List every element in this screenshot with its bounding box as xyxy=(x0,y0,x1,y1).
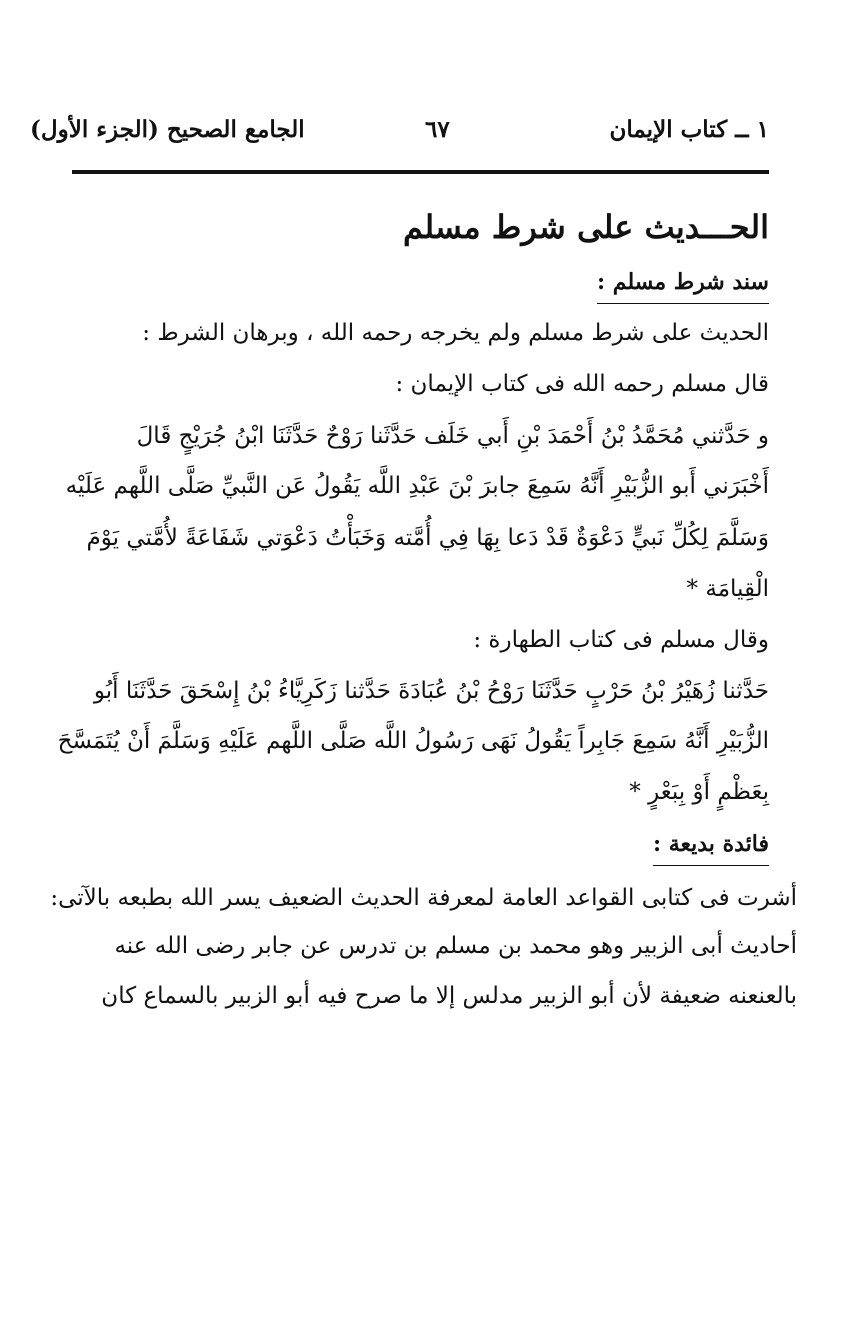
hadith1-line: وَسَلَّمَ لِكُلِّ نَبيٍّ دَعْوَةٌ قَدْ دَعا بِهَا فِي أُمَّته وَخَبَأْتُ دَعْوَتي شَفَاعَةً لأُمَّتي يَوْمَ xyxy=(86,525,769,551)
benefit-heading xyxy=(653,827,769,866)
sanad-heading-text: سند شرط مسلم : xyxy=(597,265,769,304)
hadith1-line: أَخْبَرَني أَبو الزُّبَيْرِ أَنَّهُ سَمِعَ جابرَ بْنَ عَبْدِ اللَّه يَقُولُ عَن النَّبيِّ صَلَّى اللَّهم عَلَيْه xyxy=(65,473,769,499)
hadith2-line: الزُّبَيْرِ أَنَّهُ سَمِعَ جَابِراً يَقُولُ نَهَى رَسُولُ اللَّه صَلَّى اللَّهم عَلَيْهِ وَسَلَّمَ أَنْ يُتَمَسَّحَ xyxy=(57,728,769,754)
running-header-chapter: ١ ــ كتاب الإيمان xyxy=(609,116,769,143)
quote1-intro: قال مسلم رحمه الله فى كتاب الإيمان : xyxy=(395,371,769,397)
section-title: الحـــديث على شرط مسلم xyxy=(403,208,769,246)
page-number: ٦٧ xyxy=(425,116,450,143)
benefit-heading-text: فائدة بديعة : xyxy=(653,827,769,866)
benefit-line: أحاديث أبى الزبير وهو محمد بن مسلم بن تدرس عن جابر رضى الله عنه xyxy=(114,933,797,959)
sanad-heading xyxy=(597,265,769,304)
intro-line: الحديث على شرط مسلم ولم يخرجه رحمه الله ، وبرهان الشرط : xyxy=(142,320,769,346)
hadith1-line: و حَدَّثني مُحَمَّدُ بْنُ أَحْمَدَ بْنِ أَبي خَلَف حَدَّثَنا رَوْحٌ حَدَّثَنَا ابْنُ جُرَيْجٍ قَالَ xyxy=(136,423,769,449)
header-rule xyxy=(72,170,769,174)
hadith2-line: حَدَّثنا زُهَيْرُ بْنُ حَرْبٍ حَدَّثَنَا رَوْحُ بْنُ عُبَادَةَ حَدَّثنا زَكَرِيَّاءُ بْنُ إِسْحَقَ حَدَّثَنَا أَبُو xyxy=(93,678,769,704)
benefit-line: بالعنعنه ضعيفة لأن أبو الزبير مدلس إلا ما صرح فيه أبو الزبير بالسماع كان xyxy=(101,983,797,1009)
running-header-book: الجامع الصحيح (الجزء الأول) xyxy=(30,116,305,143)
hadith2-line: بِعَظْمٍ أَوْ بِبَعْرٍ * xyxy=(629,779,769,805)
quote2-intro: وقال مسلم فى كتاب الطهارة : xyxy=(473,627,769,653)
benefit-line: أشرت فى كتابى القواعد العامة لمعرفة الحديث الضعيف يسر الله بطبعه بالآتى: xyxy=(50,885,797,911)
hadith1-line: الْقِيامَة * xyxy=(686,576,769,602)
